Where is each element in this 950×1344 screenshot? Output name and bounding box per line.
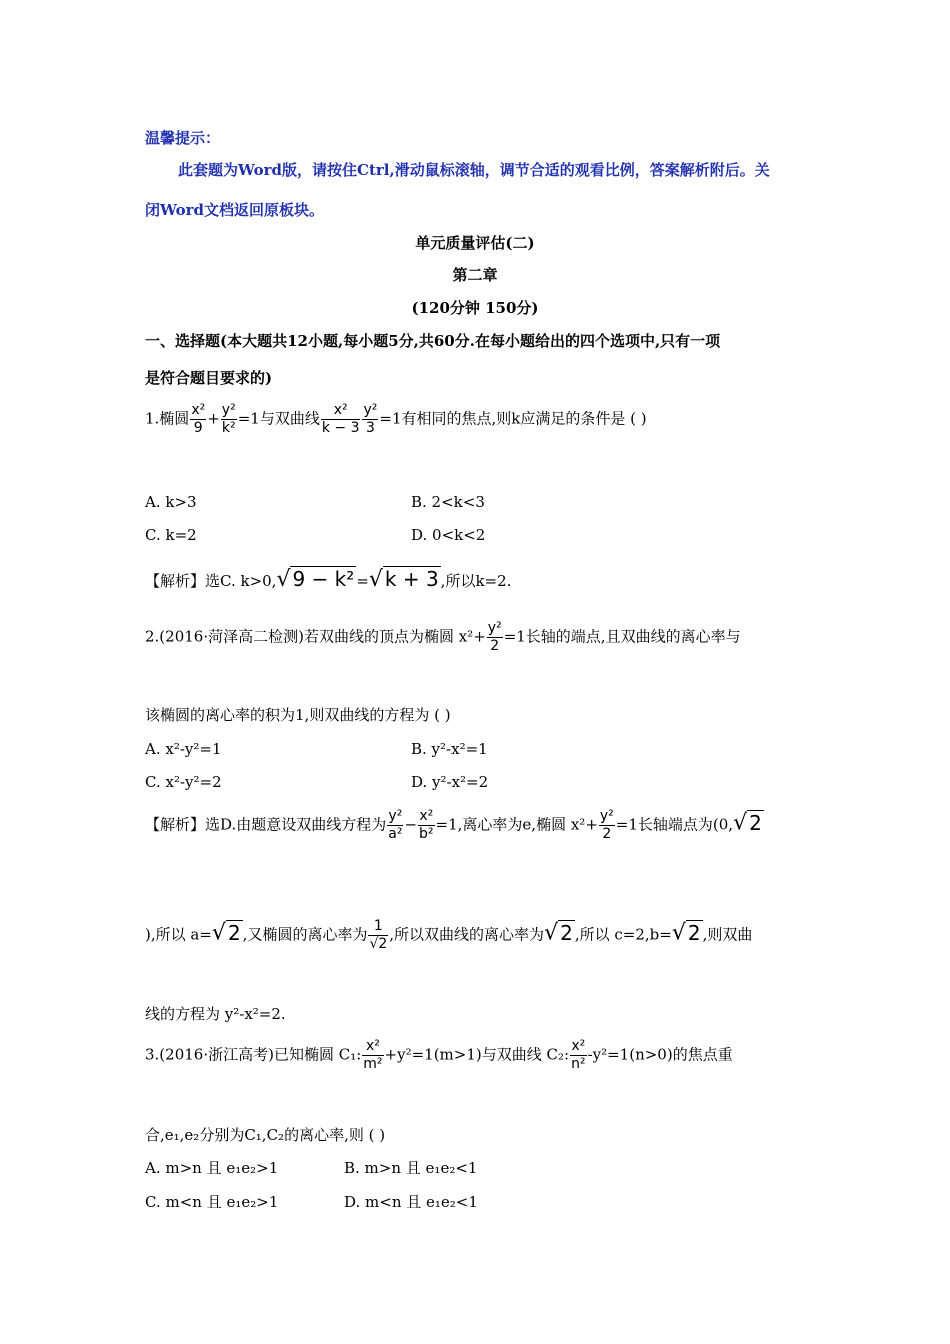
tip-line-2: 闭Word文档返回原板块。 [145, 201, 325, 219]
time-score: (120分钟 150分) [411, 299, 539, 317]
q3-option-b: B. m>n 且 e₁e₂<1 [344, 1159, 478, 1177]
doc-title: 单元质量评估(二) [415, 234, 535, 252]
question-2-cont: 该椭圆的离心率的积为1,则双曲线的方程为 ( ) [145, 706, 451, 724]
fraction-x2-k-3: $\frac{\text{x²}}{k - 3}$ [321, 402, 360, 436]
q2-analysis: 【解析】选D.由题意设双曲线方程为 $\frac{\text{y²}}{\text{a²}}$ − $\frac{\text{x²}}{\text{b²}}$ =1,离心率为e,椭圆 x²+ $\frac{\text{y²}}{2}$ =1长轴端点为(0,√ 2 [145, 808, 762, 842]
q3-option-a: A. m>n 且 e₁e₂>1 [145, 1159, 279, 1177]
q3-option-d: D. m<n 且 e₁e₂<1 [344, 1193, 478, 1211]
q1-option-c: C. k=2 [145, 526, 197, 544]
section-heading-cont: 是符合题目要求的) [145, 369, 273, 387]
question-1: 1.椭圆 $\frac{\text{x²}}{9}$ + $\frac{\text{y²}}{\text{k²}}$ =1与双曲线 $\frac{\text{x²}}{k - 3}$ $\frac{\text{y²}}{3}$ =1有相同的焦点,则k应满足的条件是 ( ) [145, 402, 647, 436]
fraction-y2-2: $\frac{\text{y²}}{2}$ [487, 620, 502, 654]
fraction-y2-k2: $\frac{\text{y²}}{\text{k²}}$ [221, 402, 236, 436]
question-3: 3.(2016·浙江高考)已知椭圆 C₁: $\frac{\text{x²}}{\text{m²}}$ +y²=1(m>1)与双曲线 C₂: $\frac{\text{x²}}{\text{n²}}$ -y²=1(n>0)的焦点重 [145, 1038, 733, 1072]
q2-option-a: A. x²-y²=1 [145, 740, 222, 758]
q1-analysis: 【解析】选C. k>0,√ 9 − k² =√ k + 3 ,所以k=2. [145, 567, 512, 592]
q2-analysis-end: 线的方程为 y²-x²=2. [145, 1005, 286, 1023]
tip-title: 温馨提示： [145, 129, 221, 147]
q1-option-a: A. k>3 [145, 493, 197, 511]
q2-option-d: D. y²-x²=2 [411, 773, 489, 791]
fraction-y2-3: $\frac{\text{y²}}{3}$ [363, 402, 378, 436]
q1-option-d: D. 0<k<2 [411, 526, 486, 544]
chapter-title: 第二章 [452, 266, 498, 284]
question-3-cont: 合,e₁,e₂分别为C₁,C₂的离心率,则 ( ) [145, 1126, 386, 1144]
q2-option-b: B. y²-x²=1 [411, 740, 488, 758]
question-2: 2.(2016·菏泽高二检测)若双曲线的顶点为椭圆 x²+ $\frac{\text{y²}}{2}$ =1长轴的端点,且双曲线的离心率与 [145, 620, 741, 654]
q2-option-c: C. x²-y²=2 [145, 773, 222, 791]
tip-line-1: 此套题为Word版，请按住Ctrl,滑动鼠标滚轴，调节合适的观看比例，答案解析附后。关 [178, 161, 770, 179]
q1-option-b: B. 2<k<3 [411, 493, 485, 511]
q2-analysis-cont: ),所以 a=√ 2 ,又椭圆的离心率为 $\frac{1}{√2}$ ,所以双曲线的离心率为√ 2 ,所以 c=2,b=√ 2 ,则双曲 [145, 918, 753, 952]
section-heading: 一、选择题(本大题共12小题,每小题5分,共60分.在每小题给出的四个选项中,只有一项 [145, 332, 721, 350]
q3-option-c: C. m<n 且 e₁e₂>1 [145, 1193, 279, 1211]
fraction-x2-9: $\frac{\text{x²}}{9}$ [191, 402, 206, 436]
